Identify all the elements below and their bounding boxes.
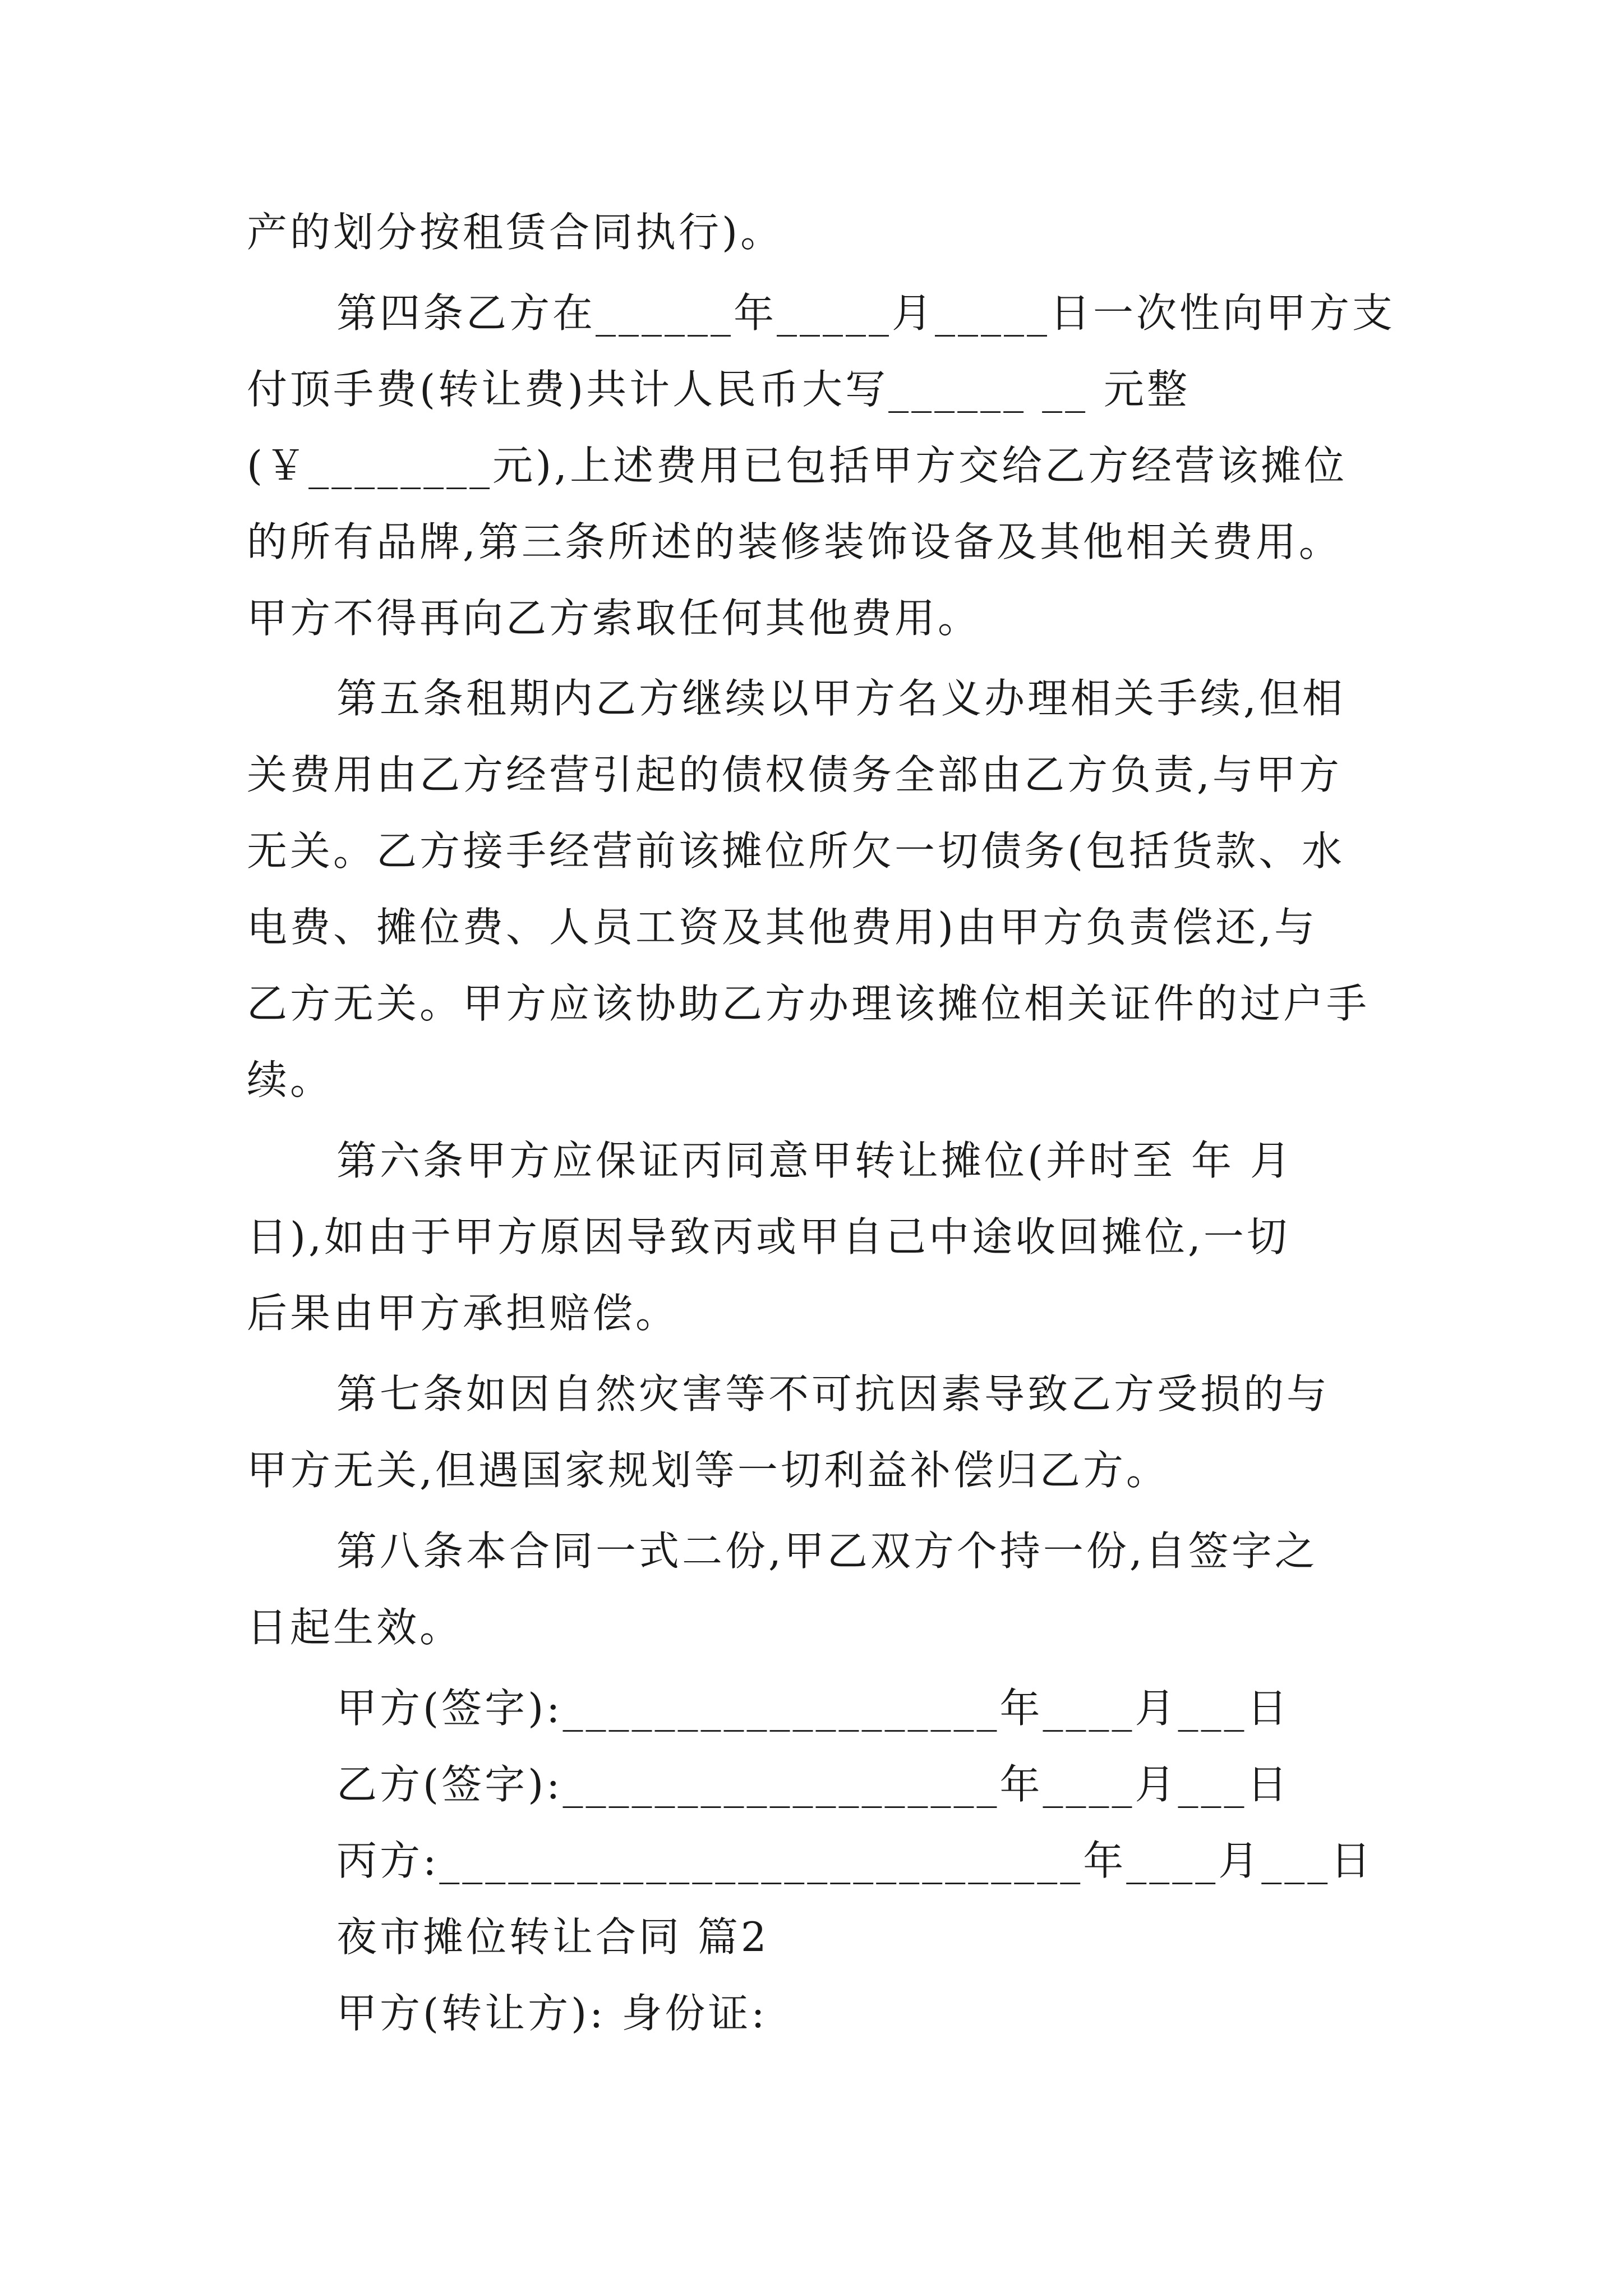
text-line: 乙方无关。甲方应该协助乙方办理该摊位相关证件的过户手 bbox=[247, 980, 1370, 1027]
text-line: 的所有品牌,第三条所述的装修装饰设备及其他相关费用。 bbox=[247, 518, 1342, 565]
text-line: 甲方不得再向乙方索取任何其他费用。 bbox=[247, 595, 981, 642]
text-line: 关费用由乙方经营引起的债权债务全部由乙方负责,与甲方 bbox=[247, 751, 1342, 798]
text-line: 无关。乙方接手经营前该摊位所欠一切债务(包括货款、水 bbox=[247, 827, 1345, 875]
signature-line-party-a: 甲方(签字):___________________年____月___日 bbox=[336, 1685, 1290, 1732]
text-line: 日),如由于甲方原因导致丙或甲自己中途收回摊位,一切 bbox=[247, 1213, 1290, 1260]
text-line: (￥________元),上述费用已包括甲方交给乙方经营该摊位 bbox=[247, 442, 1348, 489]
text-line: 后果由甲方承担赔偿。 bbox=[247, 1290, 679, 1337]
text-line: 付顶手费(转让费)共计人民币大写______ __ 元整 bbox=[247, 366, 1190, 413]
text-line: 第八条本合同一式二份,甲乙双方个持一份,自签字之 bbox=[336, 1527, 1318, 1575]
text-line: 续。 bbox=[247, 1056, 334, 1103]
signature-line-party-b: 乙方(签字):___________________年____月___日 bbox=[336, 1761, 1290, 1808]
text-line: 第四条乙方在______年_____月_____日一次性向甲方支 bbox=[336, 289, 1396, 337]
section-heading: 夜市摊位转让合同 篇2 bbox=[336, 1913, 769, 1961]
signature-line-party-c: 丙方:____________________________年____月___日 bbox=[336, 1837, 1374, 1884]
text-line: 第五条租期内乙方继续以甲方名义办理相关手续,但相 bbox=[336, 675, 1345, 722]
text-line: 第六条甲方应保证丙同意甲转让摊位(并时至 年 月 bbox=[336, 1137, 1293, 1184]
text-line: 产的划分按租赁合同执行)。 bbox=[247, 209, 784, 256]
text-line: 第七条如因自然灾害等不可抗因素导致乙方受损的与 bbox=[336, 1370, 1330, 1418]
text-line: 甲方无关,但遇国家规划等一切利益补偿归乙方。 bbox=[247, 1447, 1169, 1494]
text-line: 日起生效。 bbox=[247, 1604, 463, 1651]
text-line: 甲方(转让方): 身份证: bbox=[336, 1990, 768, 2037]
text-line: 电费、摊位费、人员工资及其他费用)由甲方负责偿还,与 bbox=[247, 904, 1317, 951]
